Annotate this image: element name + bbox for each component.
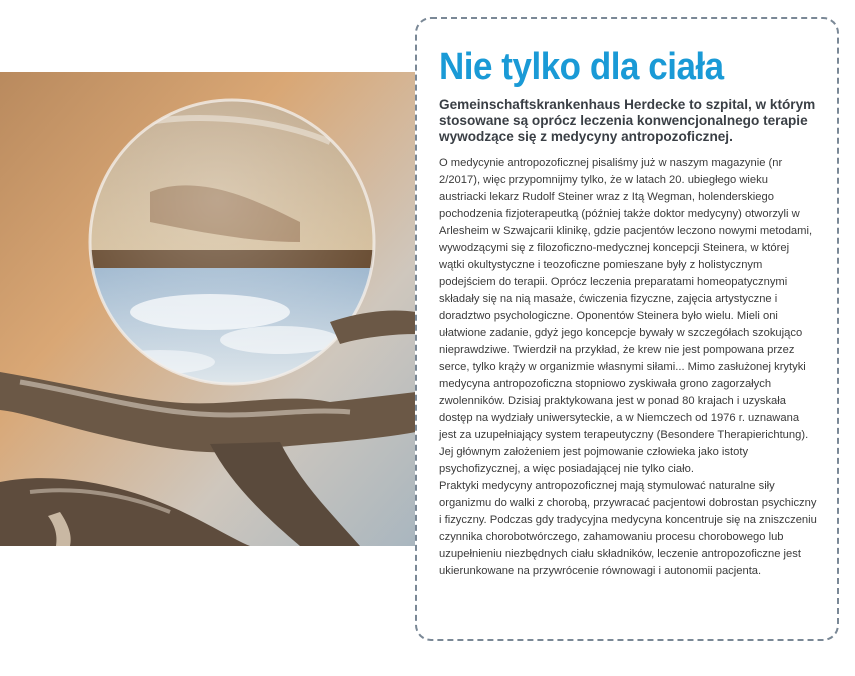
article-body bbox=[439, 155, 817, 580]
article-paragraph-2: Praktyki medycyny antropozoficznej mają stymulować naturalne siły organizmu do walki z chorobą, przywracać pacjentowi dobrostan psychiczny i fizyczny. Podczas gdy tradycyjna medycyna koncentruje się na zniszczeniu czynnika chorobotwórczego, zahamowaniu procesu chorobowego lub uzupełnieniu niezbędnych ciału składników, leczenie antropozoficzne jest ukierunkowane na przywrócenie równowagi i autonomii pacjenta. bbox=[439, 480, 817, 577]
article-paragraph-1: O medycynie antropozoficznej pisaliśmy już w naszym magazynie (nr 2/2017), więc przypomnijmy tylko, że w latach 20. ubiegłego wieku austriacki lekarz Rudolf Steiner wraz z Itą Wegman, holenderskiego pochodzenia fizjoterapeutką (później także doktor medycyny) otworzyli w Arlesheim w Szwajcarii klinikę, gdzie pacjentów leczono nowymi metodami, wywodzącymi się z filozoficzno-medycznej koncepcji Steinera, w której wątki okultystyczne i teozoficzne pomieszane były z holistycznym podejściem do terapii. Oprócz leczenia preparatami homeopatycznymi składały się na nią masaże, ćwiczenia fizyczne, zajęcia artystyczne i doradztwo psychologiczne. Oponentów Steinera było wielu. Mieli oni ułatwione zadanie, gdyż jego koncepcje bywały w szczegółach szokująco nieprawdziwe. Twierdził na przykład, że krew nie jest pompowana przez serce, tylko krąży w organizmie własnymi siłami... Mimo zasłużonej krytyki medycyna antropozoficzna stopniowo zyskiwała grono zagorzałych zwolenników. Dzisiaj praktykowana jest w ponad 80 krajach i uzyskała dostęp na wydziały uniwersyteckie, a w Niemczech od 1976 r. uznawana jest za uzupełniający system terapeutyczny (Besondere Therapierichtung). Jej głównym założeniem jest pojmowanie człowieka jako istoty psychofizycznej, a więc posiadającej nie tylko ciało. bbox=[439, 157, 813, 475]
article-photo bbox=[0, 72, 416, 546]
article-lead: Gemeinschaftskrankenhaus Herdecke to szpital, w którym stosowane są oprócz leczenia konwencjonalnego terapie wywodzące się z medycyny antropozoficznej. bbox=[439, 97, 816, 144]
crystal-ball-driftwood-image bbox=[0, 72, 416, 546]
article-title: Nie tylko dla ciała bbox=[439, 46, 724, 88]
article-box bbox=[415, 17, 839, 641]
